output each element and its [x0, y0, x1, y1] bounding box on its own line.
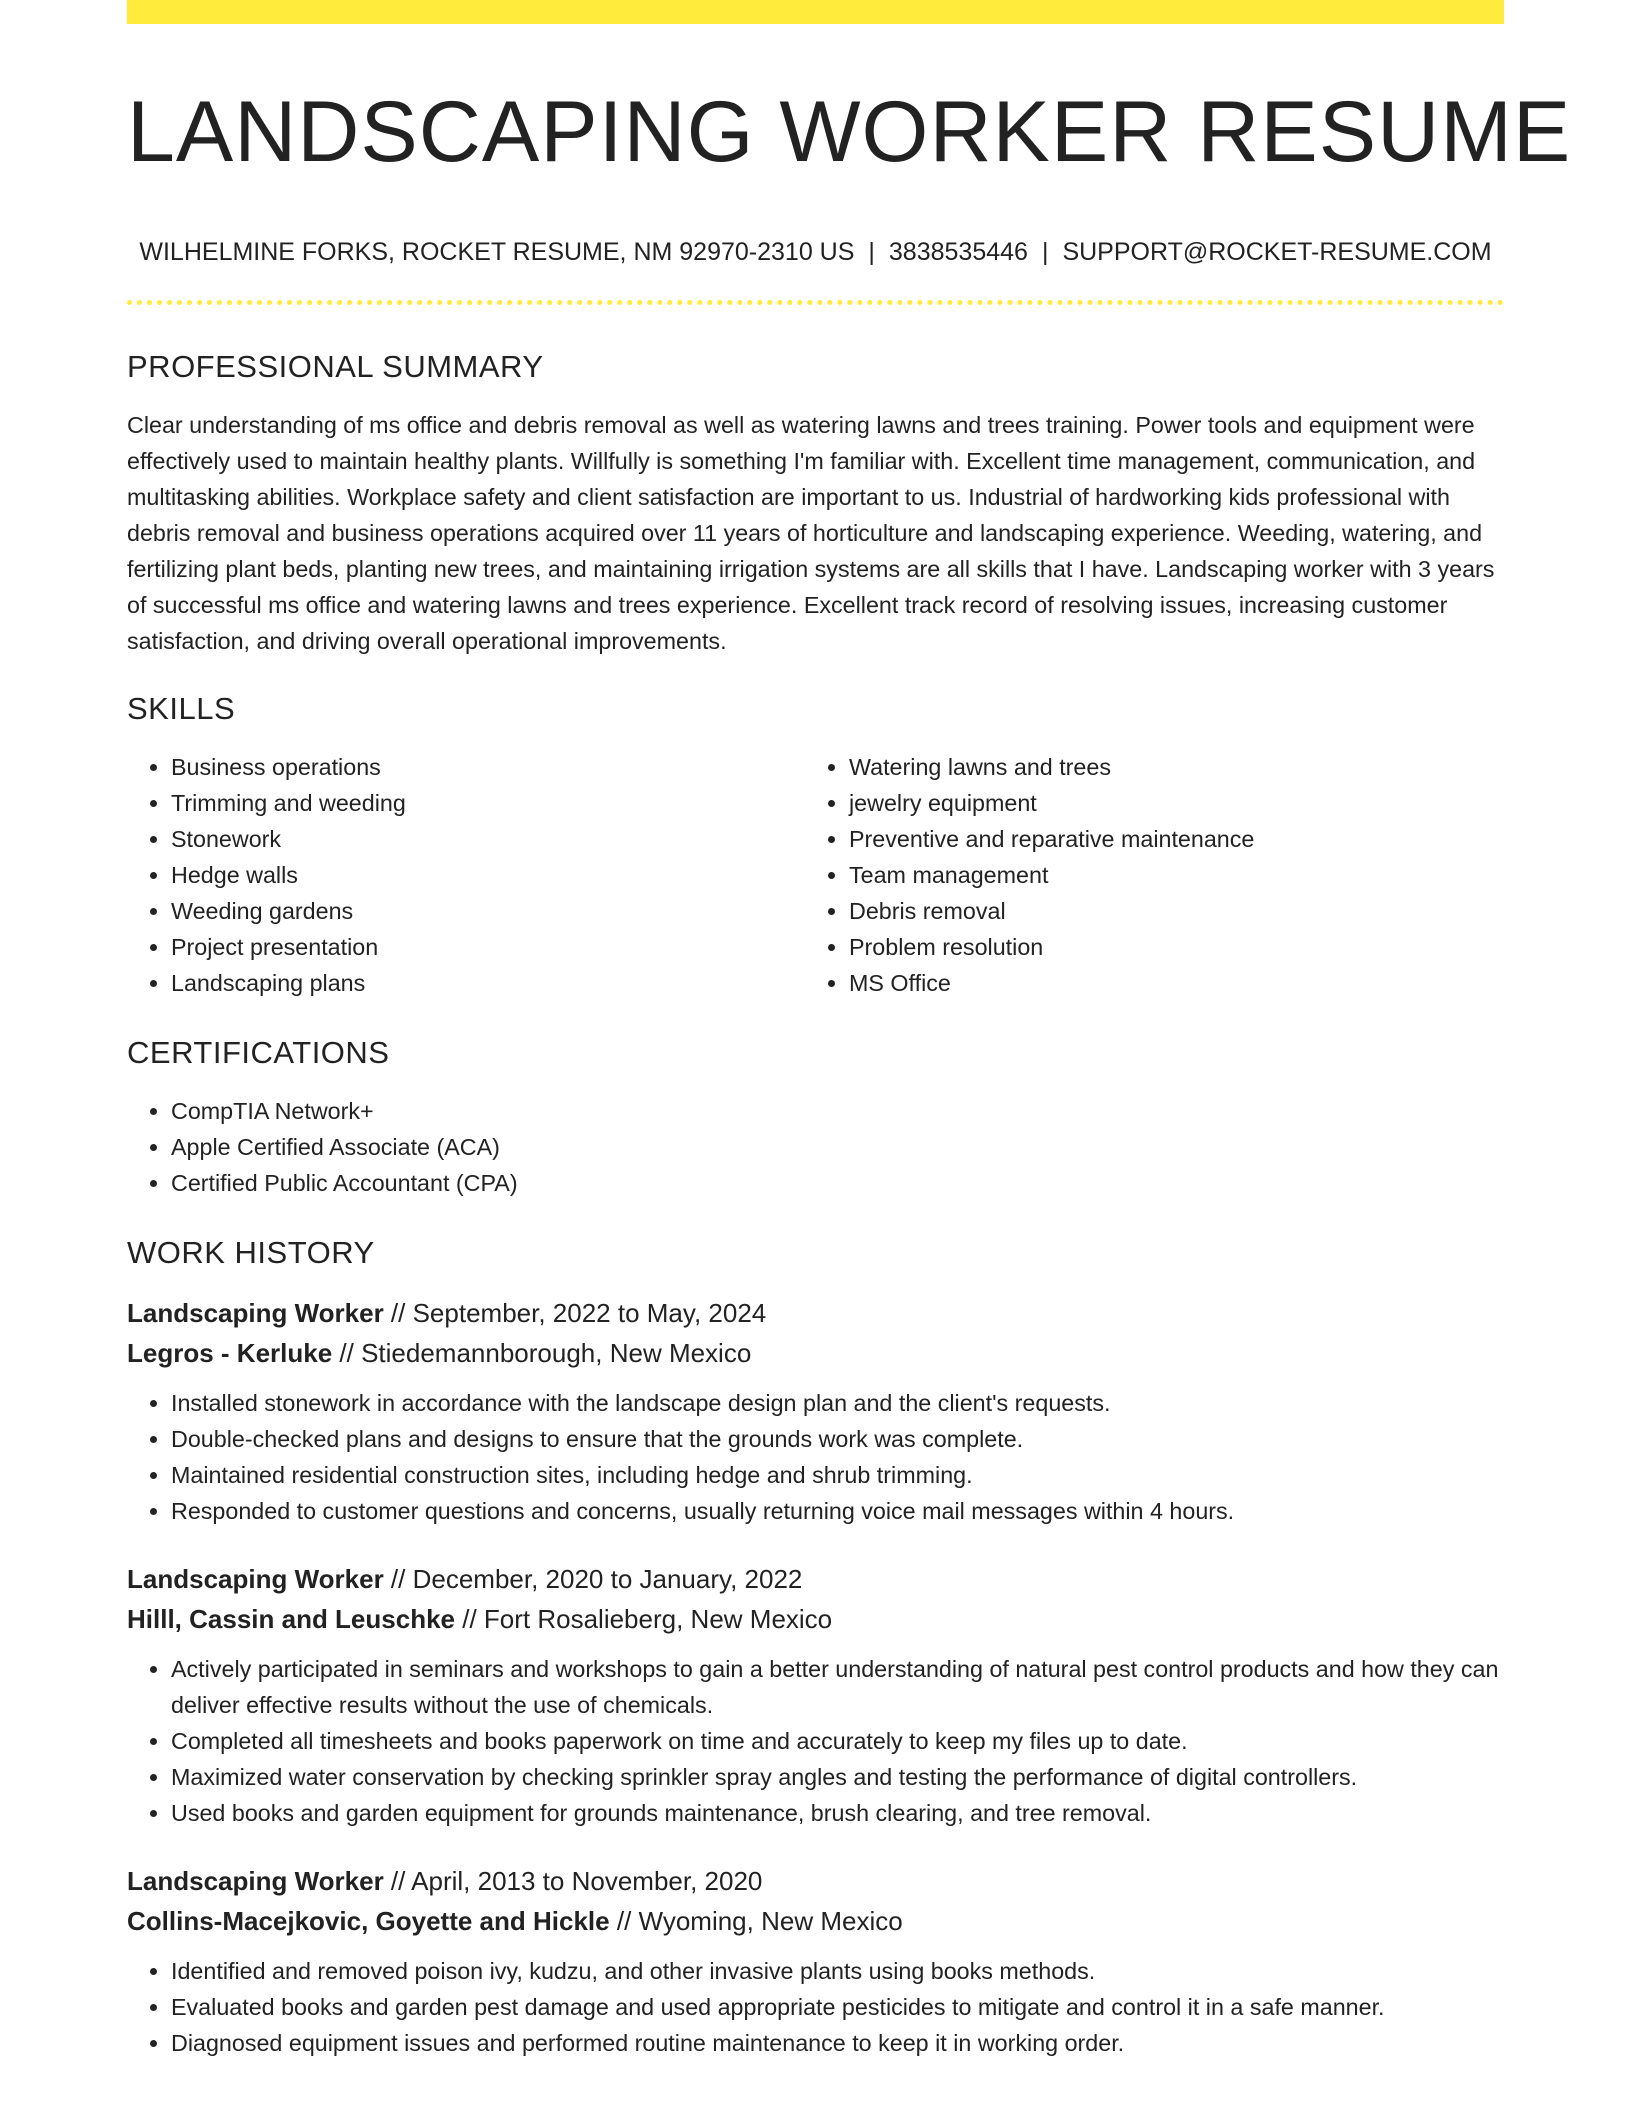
skill-item: • Stonework — [171, 821, 805, 857]
skill-item: • Business operations — [171, 749, 805, 785]
job-title-line — [127, 1293, 1504, 1333]
contact-email: SUPPORT@ROCKET-RESUME.COM — [1062, 237, 1492, 266]
certification-item: • CompTIA Network+ — [171, 1093, 1504, 1129]
skills-grid — [127, 749, 1504, 1001]
job-location: // Wyoming, New Mexico — [616, 1905, 903, 1936]
job-bullet: • Installed stonework in accordance with the landscape design plan and the client's requests. — [171, 1385, 1504, 1421]
summary-heading: PROFESSIONAL SUMMARY — [127, 348, 544, 384]
job-bullet: • Maintained residential construction sites, including hedge and shrub trimming. — [171, 1457, 1504, 1493]
job-bullets — [127, 1953, 1504, 2061]
dotted-divider — [127, 300, 1504, 305]
job-title: Landscaping Worker — [127, 1865, 384, 1896]
job-title-line — [127, 1861, 1504, 1901]
job-location: // Fort Rosalieberg, New Mexico — [462, 1603, 833, 1634]
skill-item: • Problem resolution — [849, 929, 1483, 965]
job-company-line — [127, 1599, 1504, 1639]
skill-item: • Trimming and weeding — [171, 785, 805, 821]
summary-text: Clear understanding of ms office and debris removal as well as watering lawns and trees training. Power tools and equipment were effectively used to maintain healthy plants. Willfully is something I'm familiar with. Excellent time management, communication, and multitasking abilities. Workplace safety and client satisfaction are important to us. Industrial of hardworking kids professional with debris removal and business operations acquired over 11 years of horticulture and landscaping experience. Weeding, watering, and fertilizing plant beds, planting new trees, and maintaining irrigation systems are all skills that I have. Landscaping worker with 3 years of successful ms office and watering lawns and trees experience. Excellent track record of resolving issues, increasing customer satisfaction, and driving overall operational improvements. — [127, 411, 1495, 654]
job-dates: // April, 2013 to November, 2020 — [390, 1865, 763, 1896]
job-title: Landscaping Worker — [127, 1563, 384, 1594]
contact-separator: | — [868, 237, 875, 266]
job-bullet: • Completed all timesheets and books paperwork on time and accurately to keep my files up to date. — [171, 1723, 1504, 1759]
certifications-heading: CERTIFICATIONS — [127, 1034, 390, 1070]
job-title: Landscaping Worker — [127, 1297, 384, 1328]
job-company-line — [127, 1333, 1504, 1373]
job-bullet: • Double-checked plans and designs to ensure that the grounds work was complete. — [171, 1421, 1504, 1457]
job-bullet: • Responded to customer questions and concerns, usually returning voice mail messages within 4 hours. — [171, 1493, 1504, 1529]
work-history-heading: WORK HISTORY — [127, 1234, 375, 1270]
skills-list-left — [127, 749, 805, 1001]
job-dates: // December, 2020 to January, 2022 — [390, 1563, 803, 1594]
job-bullets — [127, 1385, 1504, 1529]
resume-title: LANDSCAPING WORKER RESUME — [127, 84, 1572, 180]
skill-item: • MS Office — [849, 965, 1483, 1001]
job-company: Hilll, Cassin and Leuschke — [127, 1603, 455, 1634]
skills-heading: SKILLS — [127, 690, 236, 726]
job-location: // Stiedemannborough, New Mexico — [339, 1337, 752, 1368]
skill-item: • Project presentation — [171, 929, 805, 965]
job-title-line — [127, 1559, 1504, 1599]
job-entry — [127, 1293, 1504, 1529]
resume-page — [127, 0, 1572, 2061]
job-dates: // September, 2022 to May, 2024 — [390, 1297, 767, 1328]
skill-item: • Weeding gardens — [171, 893, 805, 929]
contact-phone: 3838535446 — [888, 237, 1028, 266]
contact-line — [127, 238, 1504, 267]
job-bullet: • Actively participated in seminars and workshops to gain a better understanding of natural pest control products and how they can deliver effective results without the use of chemicals. — [171, 1651, 1504, 1723]
skills-list-right — [805, 749, 1483, 1001]
job-bullet: • Diagnosed equipment issues and performed routine maintenance to keep it in working order. — [171, 2025, 1504, 2061]
skill-item: • Landscaping plans — [171, 965, 805, 1001]
skill-item: • jewelry equipment — [849, 785, 1483, 821]
job-entry — [127, 1559, 1504, 1831]
job-company: Collins-Macejkovic, Goyette and Hickle — [127, 1905, 610, 1936]
skill-item: • Hedge walls — [171, 857, 805, 893]
certification-item: • Apple Certified Associate (ACA) — [171, 1129, 1504, 1165]
contact-separator: | — [1041, 237, 1049, 266]
job-bullets — [127, 1651, 1504, 1831]
skill-item: • Debris removal — [849, 893, 1483, 929]
job-company-line — [127, 1901, 1504, 1941]
accent-bar — [127, 0, 1504, 24]
job-bullet: • Used books and garden equipment for grounds maintenance, brush clearing, and tree removal. — [171, 1795, 1504, 1831]
job-company: Legros - Kerluke — [127, 1337, 333, 1368]
skill-item: • Team management — [849, 857, 1483, 893]
skill-item: • Watering lawns and trees — [849, 749, 1483, 785]
job-bullet: • Evaluated books and garden pest damage and used appropriate pesticides to mitigate and control it in a safe manner. — [171, 1989, 1504, 2025]
contact-address: WILHELMINE FORKS, ROCKET RESUME, NM 92970-2310 US — [139, 237, 855, 266]
job-bullet: • Identified and removed poison ivy, kudzu, and other invasive plants using books methods. — [171, 1953, 1504, 1989]
certification-item: • Certified Public Accountant (CPA) — [171, 1165, 1504, 1201]
job-entry — [127, 1861, 1504, 2061]
job-bullet: • Maximized water conservation by checking sprinkler spray angles and testing the performance of digital controllers. — [171, 1759, 1504, 1795]
certifications-list — [127, 1093, 1504, 1201]
skill-item: • Preventive and reparative maintenance — [849, 821, 1483, 857]
